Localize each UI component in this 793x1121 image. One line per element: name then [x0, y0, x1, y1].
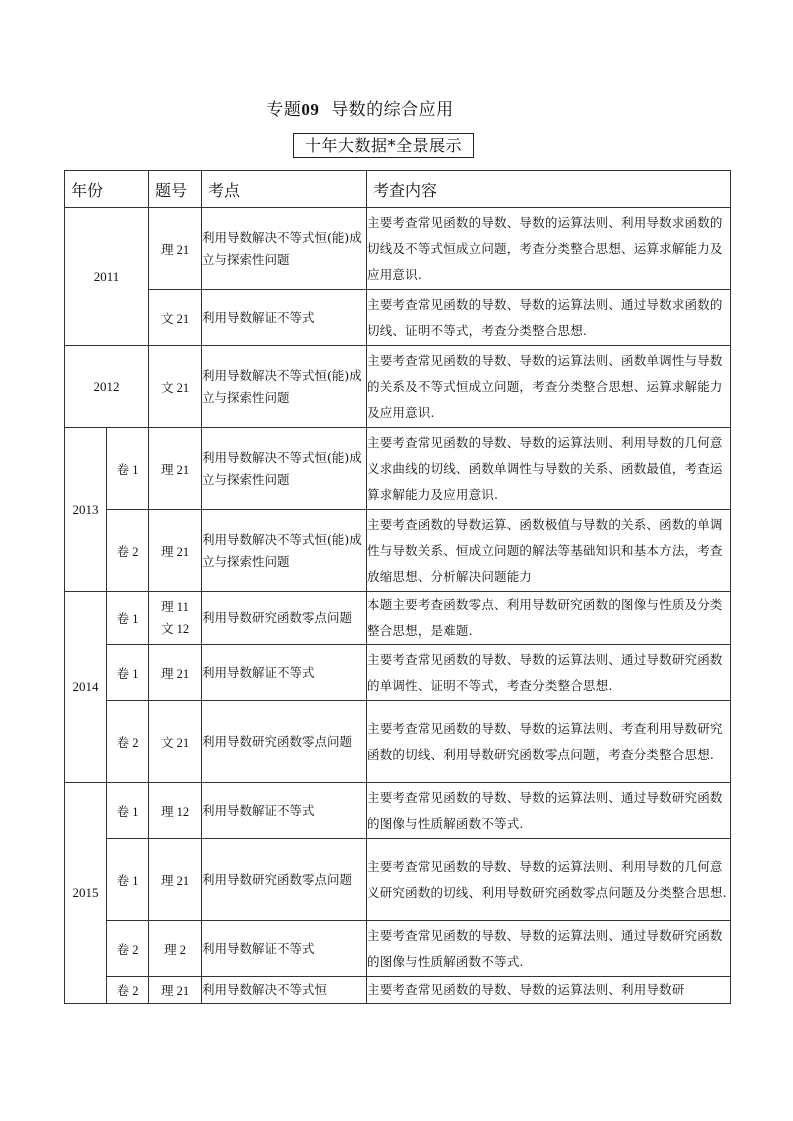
- content-cell: 主要考查常见函数的导数、导数的运算法则、利用导数的几何意义研究函数的切线、利用导数研究函数零点问题及分类整合思想.: [367, 839, 731, 921]
- number-cell: 理 21: [149, 208, 202, 290]
- content-cell: 主要考查常见函数的导数、导数的运算法则、利用导数的几何意义求曲线的切线、函数单调性与导数的关系、函数最值，考查运算求解能力及应用意识.: [367, 428, 731, 510]
- year-cell: 2015: [65, 783, 107, 1004]
- content-cell: 主要考查常见函数的导数、导数的运算法则、通过导数研究函数的图像与性质解函数不等式.: [367, 921, 731, 977]
- table-row: [65, 592, 731, 645]
- content-cell: 主要考查常见函数的导数、导数的运算法则、通过导数求函数的切线、证明不等式，考查分类整合思想.: [367, 290, 731, 346]
- table-row: [65, 921, 731, 977]
- subtitle-box: [293, 133, 474, 158]
- year-cell: 2012: [65, 346, 149, 428]
- volume-cell: 卷 2: [107, 977, 149, 1004]
- header-point: 考点: [202, 171, 367, 208]
- point-cell: 利用导数解证不等式: [202, 290, 367, 346]
- point-cell: 利用导数解证不等式: [202, 921, 367, 977]
- title-number: 09: [301, 100, 320, 119]
- table-row: [65, 290, 731, 346]
- content-cell: 主要考查常见函数的导数、导数的运算法则、通过导数研究函数的单调性、证明不等式，考查分类整合思想.: [367, 645, 731, 701]
- number-cell: 理 2: [149, 921, 202, 977]
- volume-cell: 卷 1: [107, 839, 149, 921]
- point-cell: 利用导数解证不等式: [202, 783, 367, 839]
- number-cell: 理 21: [149, 428, 202, 510]
- table-row: [65, 428, 731, 510]
- content-cell: 主要考查常见函数的导数、导数的运算法则、函数单调性与导数的关系及不等式恒成立问题，考查分类整合思想、运算求解能力及应用意识.: [367, 346, 731, 428]
- title-text: 导数的综合应用: [331, 100, 454, 120]
- table-row: [65, 977, 731, 1004]
- table-row: [65, 783, 731, 839]
- number-cell: 文 21: [149, 290, 202, 346]
- table-row: [65, 510, 731, 592]
- point-cell: 利用导数解决不等式恒: [202, 977, 367, 1004]
- exam-table: [64, 170, 731, 1004]
- page-title: [0, 95, 720, 120]
- point-cell: 利用导数解决不等式恒(能)成立与探索性问题: [202, 510, 367, 592]
- volume-cell: 卷 1: [107, 428, 149, 510]
- year-cell: 2013: [65, 428, 107, 592]
- content-cell: 本题主要考查函数零点、利用导数研究函数的图像与性质及分类整合思想，是难题.: [367, 592, 731, 645]
- number-cell: [149, 592, 202, 645]
- table-row: [65, 701, 731, 783]
- header-content: 考查内容: [367, 171, 731, 208]
- point-cell: 利用导数研究函数零点问题: [202, 839, 367, 921]
- content-cell: 主要考查常见函数的导数、导数的运算法则、利用导数求函数的切线及不等式恒成立问题，考查分类整合思想、运算求解能力及应用意识.: [367, 208, 731, 290]
- number-line-2: 文 12: [160, 622, 190, 636]
- number-cell: 理 21: [149, 839, 202, 921]
- table-row: [65, 346, 731, 428]
- number-cell: 文 21: [149, 346, 202, 428]
- table-header-row: [65, 171, 731, 208]
- header-year: 年份: [65, 171, 149, 208]
- number-line-1: 理 11: [161, 600, 189, 614]
- number-cell: 理 21: [149, 977, 202, 1004]
- content-cell: 主要考查常见函数的导数、导数的运算法则、利用导数研: [367, 977, 731, 1004]
- point-cell: 利用导数研究函数零点问题: [202, 701, 367, 783]
- content-cell: 主要考查常见函数的导数、导数的运算法则、考查利用导数研究函数的切线、利用导数研究函数零点问题，考查分类整合思想.: [367, 701, 731, 783]
- number-cell: 理 21: [149, 510, 202, 592]
- title-prefix: 专题: [266, 100, 302, 120]
- point-cell: 利用导数解证不等式: [202, 645, 367, 701]
- point-cell: 利用导数解决不等式恒(能)成立与探索性问题: [202, 208, 367, 290]
- year-cell: 2014: [65, 592, 107, 783]
- volume-cell: 卷 1: [107, 783, 149, 839]
- number-cell: 文 21: [149, 701, 202, 783]
- number-cell: 理 12: [149, 783, 202, 839]
- point-cell: 利用导数解决不等式恒(能)成立与探索性问题: [202, 428, 367, 510]
- content-cell: 主要考查函数的导数运算、函数极值与导数的关系、函数的单调性与导数关系、恒成立问题的解法等基础知识和基本方法，考查放缩思想、分析解决问题能力: [367, 510, 731, 592]
- subtitle-text: 十年大数据*全景展示: [304, 136, 462, 155]
- table-row: [65, 645, 731, 701]
- header-number: 题号: [149, 171, 202, 208]
- number-cell: 理 21: [149, 645, 202, 701]
- volume-cell: 卷 2: [107, 701, 149, 783]
- content-cell: 主要考查常见函数的导数、导数的运算法则、通过导数研究函数的图像与性质解函数不等式.: [367, 783, 731, 839]
- point-cell: 利用导数解决不等式恒(能)成立与探索性问题: [202, 346, 367, 428]
- volume-cell: 卷 1: [107, 645, 149, 701]
- year-cell: 2011: [65, 208, 149, 346]
- volume-cell: 卷 2: [107, 921, 149, 977]
- table-row: [65, 839, 731, 921]
- point-cell: 利用导数研究函数零点问题: [202, 592, 367, 645]
- volume-cell: 卷 1: [107, 592, 149, 645]
- volume-cell: 卷 2: [107, 510, 149, 592]
- table-row: [65, 208, 731, 290]
